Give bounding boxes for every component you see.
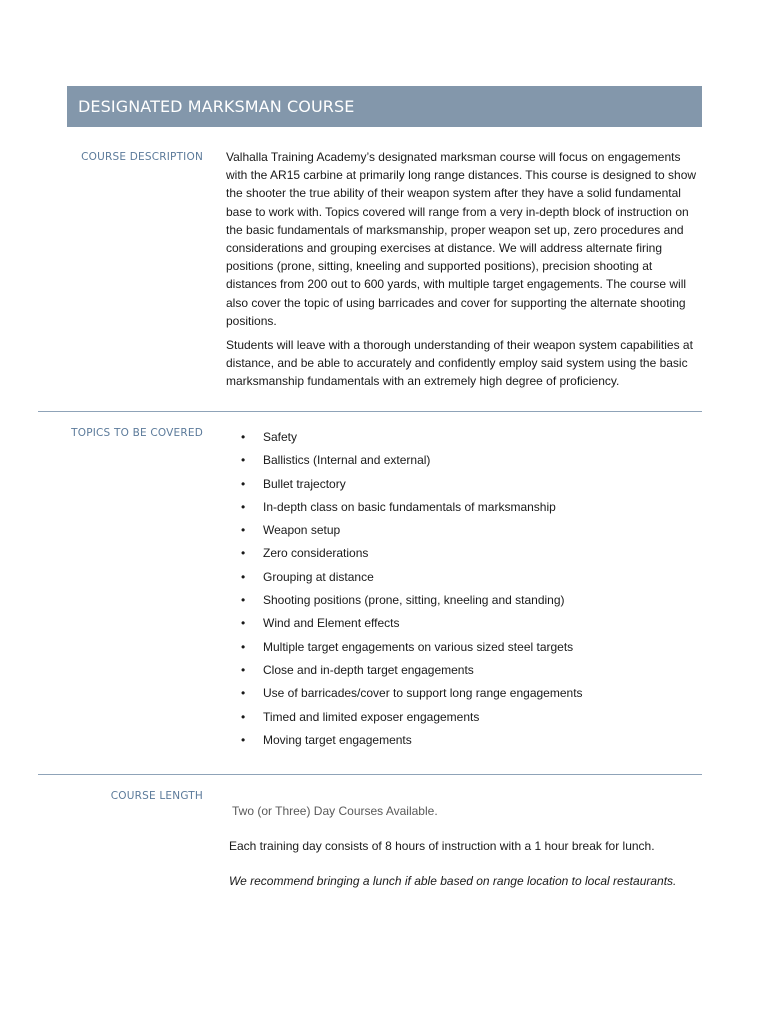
list-item: • Use of barricades/cover to support long range engagements — [226, 682, 583, 705]
list-item: • In-depth class on basic fundamentals of marksmanship — [226, 496, 583, 519]
list-item: • Timed and limited exposer engagements — [226, 706, 583, 729]
list-item: • Moving target engagements — [226, 729, 583, 752]
course-description-label: COURSE DESCRIPTION — [81, 151, 203, 163]
list-item: • Ballistics (Internal and external) — [226, 449, 583, 472]
topics-label: TOPICS TO BE COVERED — [71, 427, 203, 439]
section-divider — [38, 411, 702, 412]
course-length-schedule: Each training day consists of 8 hours of instruction with a 1 hour break for lunch. — [229, 839, 655, 853]
list-item: • Close and in-depth target engagements — [226, 659, 583, 682]
list-item: • Bullet trajectory — [226, 473, 583, 496]
course-description-paragraph-1: Valhalla Training Academy’s designated marksman course will focus on engagements with the AR15 carbine at primarily long range distances. This course is designed to show the shooter the true ability of their weapon system after they have a solid fundamental base to work with. Topics covered will range from a very in-depth block of instruction on the basic fundamentals of marksmanship, proper weapon set up, zero procedures and considerations and grouping exercises at distance. We will address alternate firing positions (prone, sitting, kneeling and supported positions), precision shooting at distances from 200 out to 600 yards, with multiple target engagements. The course will also cover the topic of using barricades and cover for supporting the alternate shooting positions. — [226, 150, 697, 328]
list-item: • Shooting positions (prone, sitting, kneeling and standing) — [226, 589, 583, 612]
course-length-availability: Two (or Three) Day Courses Available. — [232, 804, 438, 818]
page-title: DESIGNATED MARKSMAN COURSE — [78, 97, 355, 116]
section-divider — [38, 774, 702, 775]
list-item: • Grouping at distance — [226, 566, 583, 589]
course-length-label: COURSE LENGTH — [110, 790, 203, 802]
list-item: • Safety — [226, 426, 583, 449]
list-item: • Zero considerations — [226, 542, 583, 565]
topics-list — [226, 426, 583, 752]
course-description-paragraph-2: Students will leave with a thorough understanding of their weapon system capabilities at distance, and be able to accurately and confidently employ said system using the basic marksmanship fundamentals with an extremely high degree of proficiency. — [226, 338, 693, 389]
title-banner — [67, 86, 702, 127]
list-item: • Weapon setup — [226, 519, 583, 542]
list-item: • Wind and Element effects — [226, 612, 583, 635]
list-item: • Multiple target engagements on various sized steel targets — [226, 636, 583, 659]
course-length-lunch-note: We recommend bringing a lunch if able based on range location to local restaurants. — [229, 874, 677, 888]
